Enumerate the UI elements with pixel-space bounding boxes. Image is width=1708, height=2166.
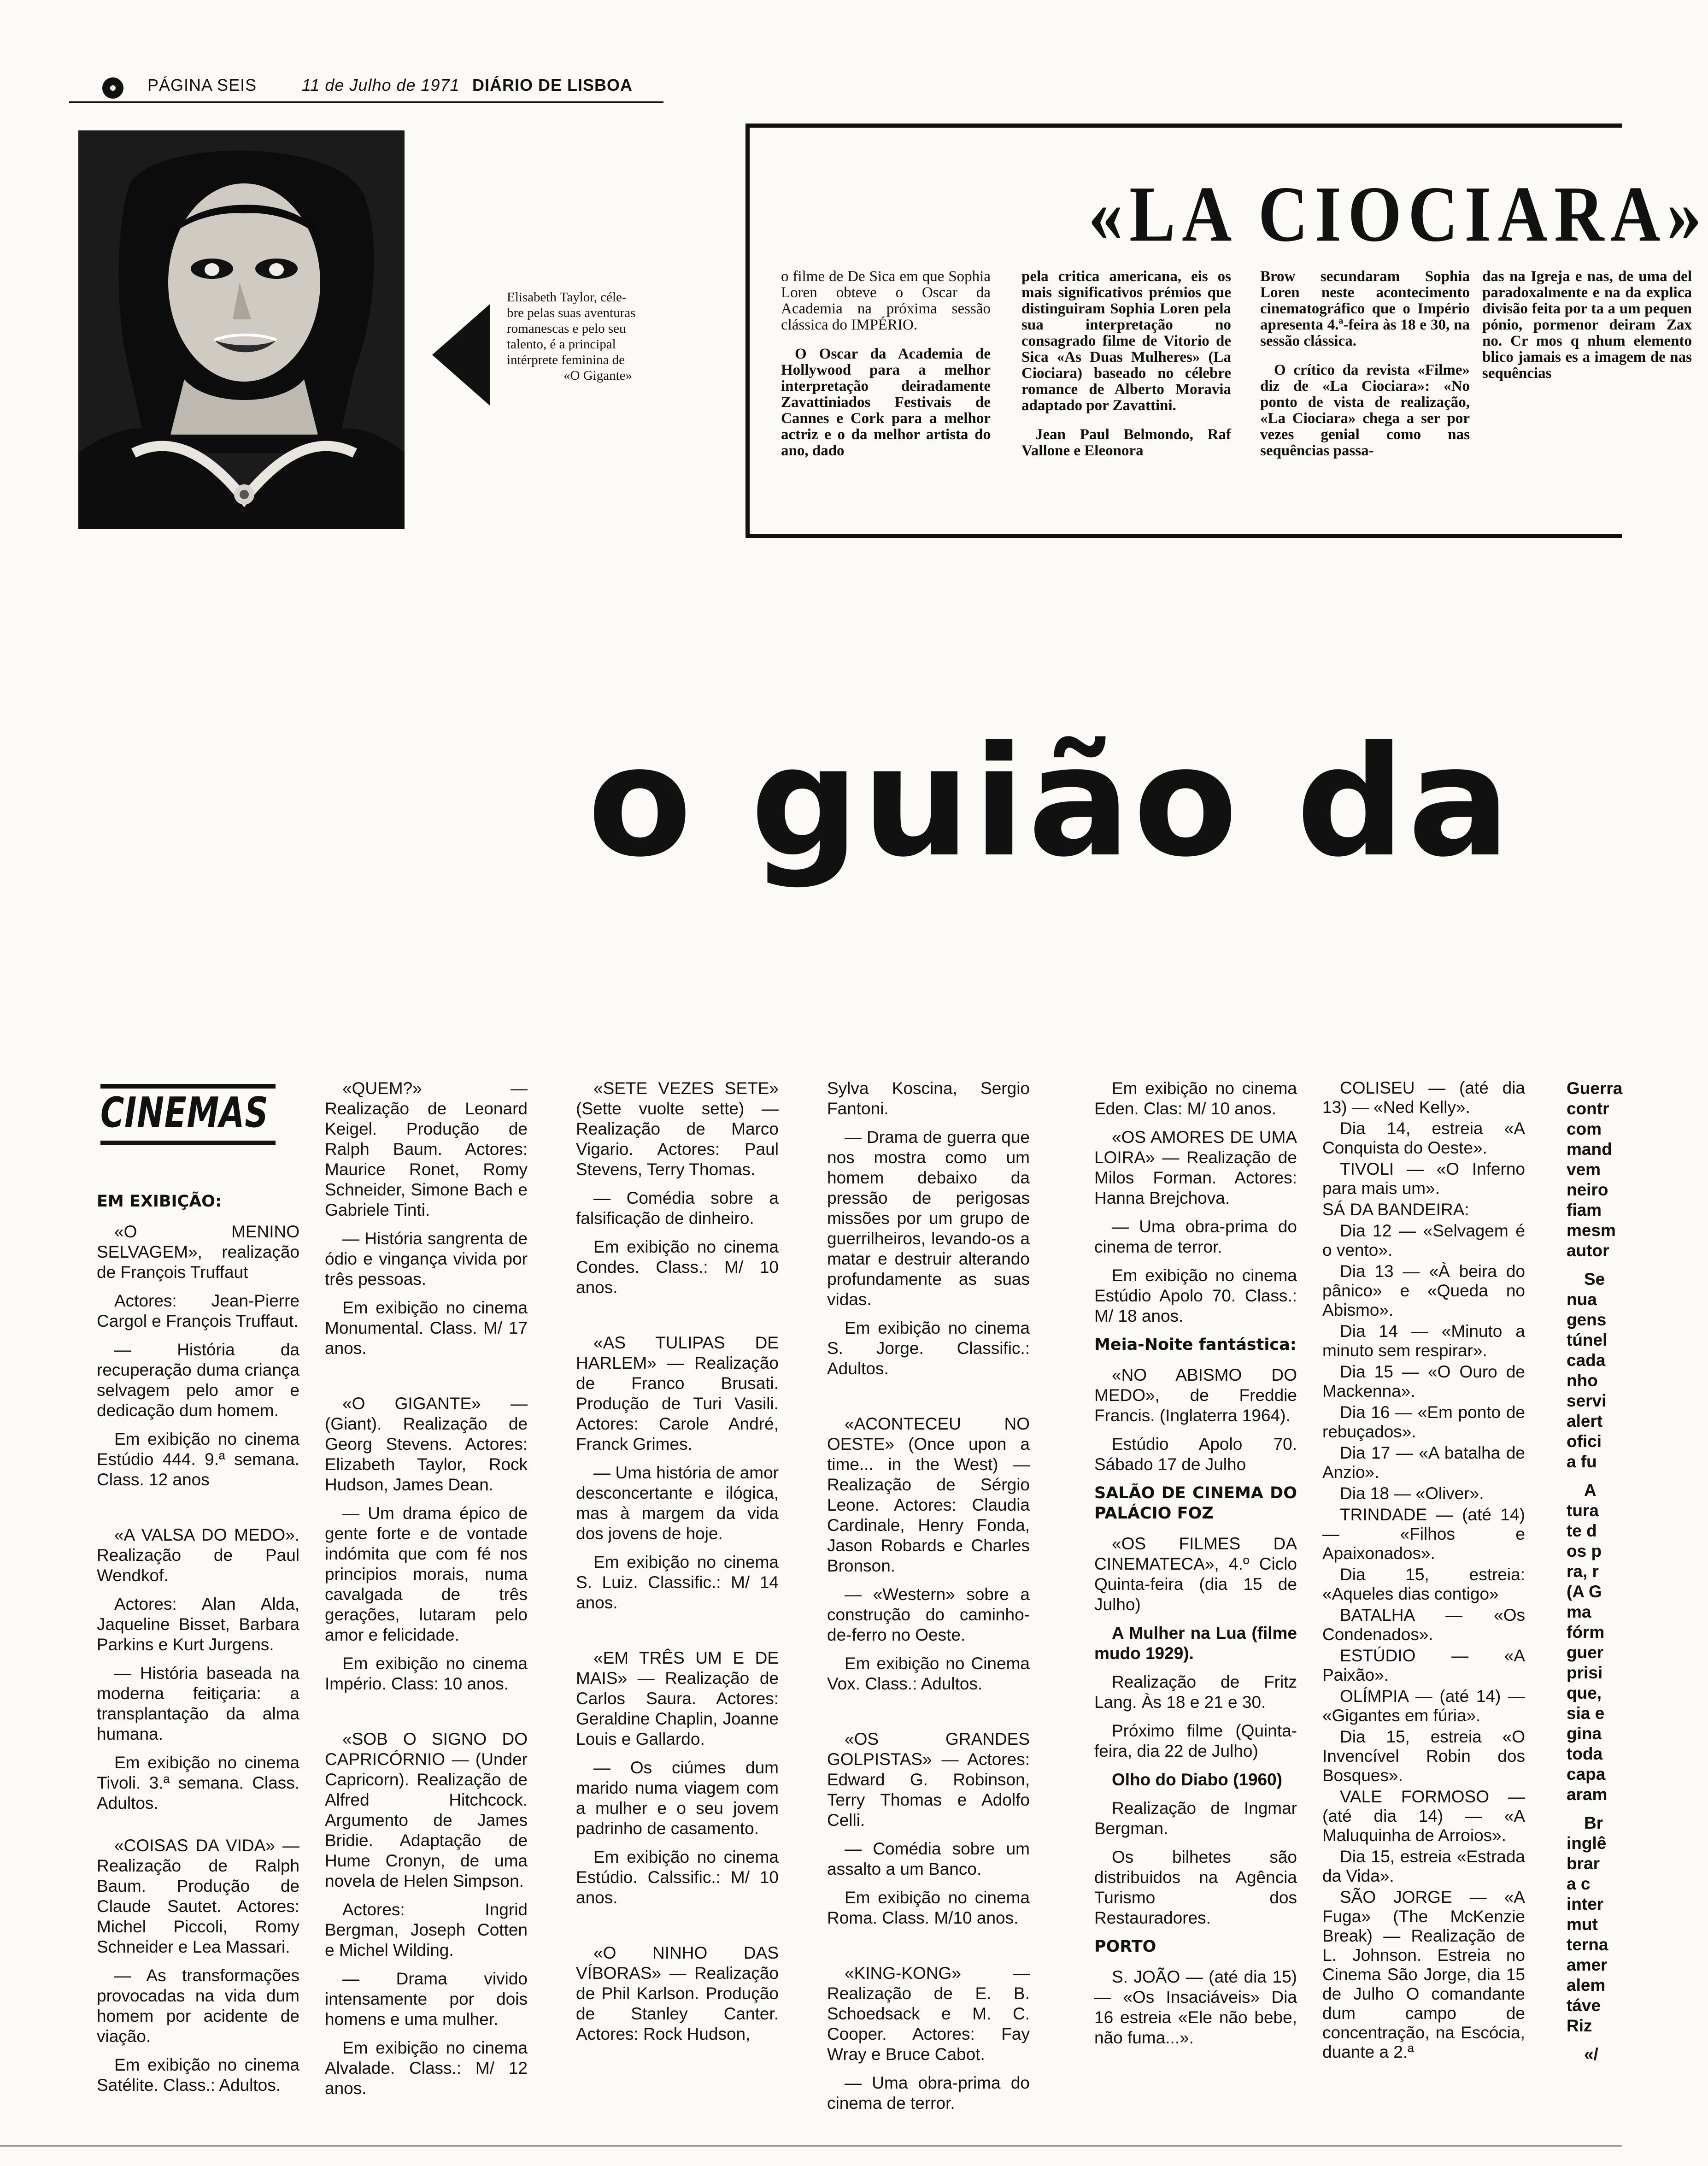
listing-paragraph: «A VALSA DO MEDO». Realização de Paul Wendkof. — [97, 1525, 299, 1585]
listing-paragraph: — Uma obra-prima do cinema de terror. — [1094, 1217, 1297, 1256]
listing-paragraph: Em exibição no cinema Condes. Class.: M/ 10 anos. — [576, 1237, 779, 1297]
listing-paragraph: A tura te d os p ra, r (A G ma fórm guer prisi que, sia e gina toda capa aram — [1567, 1481, 1608, 1804]
listing-paragraph: Dia 14, estreia «A Conquista do Oeste». — [1322, 1119, 1525, 1157]
listing-paragraph: — Os ciúmes dum marido numa viagem com a mulher e o seu jovem padrinho de casamento. — [576, 1758, 779, 1838]
listing-paragraph: Realização de Ingmar Bergman. — [1094, 1799, 1297, 1838]
porto-heading: PORTO — [1094, 1937, 1156, 1956]
listing-paragraph: — História sangrenta de ódio e vingança vivida por três pessoas. — [325, 1229, 528, 1289]
pointer-arrow-icon — [432, 304, 490, 406]
listing-paragraph: COLISEU — (até dia 13) — «Ned Kelly». — [1322, 1078, 1525, 1117]
listing-paragraph: — Uma história de amor desconcertante e ilógica, mas à margem da vida dos jovens de hoje. — [576, 1463, 779, 1543]
listing-paragraph: S. JOÃO — (até dia 15) — «Os Insaciáveis» Dia 16 estreia «Ele não bebe, não fuma...». — [1094, 1967, 1297, 2047]
listing-paragraph: SÃO JORGE — «A Fuga» (The McKenzie Break) — Realização de L. Johnson. Estreia no Cinema São Jorge, dia 15 de Julho O comandante dum campo de concentração, na Escócia, duante a 2.ª — [1322, 1888, 1525, 2061]
listing-paragraph: Actores: Ingrid Bergman, Joseph Cotten e Michel Wilding. — [325, 1900, 528, 1960]
listings-column-3 — [576, 1078, 779, 2053]
listing-paragraph: Se nua gens túnel cada nho servi alert ofici a fu — [1567, 1270, 1608, 1471]
ciociara-column-1 — [781, 269, 991, 472]
ciociara-title: «LA CIOCIARA» — [1088, 170, 1708, 259]
listings-column-7-clipped — [1567, 1078, 1622, 2083]
listing-paragraph: «COISAS DA VIDA» — Realização de Ralph Baum. Produção de Claude Sautet. Actores: Michel Piccoli, Romy Schneider e Lea Massari. — [97, 1836, 299, 1956]
listing-paragraph: «OS FILMES DA CINEMATECA», 4.º Ciclo Quinta-feira (dia 15 de Julho) — [1094, 1534, 1297, 1614]
masthead-rule — [69, 101, 663, 103]
listing-paragraph: Em exibição no cinema Alvalade. Class.: M/ 12 anos. — [325, 2038, 528, 2098]
listing-paragraph: «ACONTECEU NO OESTE» (Once upon a time... in the West) — Realização de Sérgio Leone. Actores: Claudia Cardinale, Henry Fonda, Jason Robards e Charles Bronson. — [827, 1414, 1030, 1575]
listing-paragraph: Dia 16 — «Em ponto de rebuçados». — [1322, 1403, 1525, 1441]
listing-paragraph: Em exibição no cinema Monumental. Class. M/ 17 anos. — [325, 1298, 528, 1358]
listing-paragraph: Dia 15, estreia «O Invencível Robin dos Bosques». — [1322, 1727, 1525, 1785]
listing-paragraph: A Mulher na Lua (filme mudo 1929). — [1094, 1624, 1297, 1663]
listing-paragraph: Em exibição no cinema Estúdio Apolo 70. Class.: M/ 18 anos. — [1094, 1266, 1297, 1325]
listings-column-1 — [97, 1191, 299, 2104]
article-paragraph: das na Igreja e nas, de uma del paradoxalmente e na da explica divisão feita por ta a um pequen pónio, pormenor deiram Zax no. Cr mos q nhum elemento blico jamais es a imagem de nas sequências — [1482, 268, 1692, 382]
listing-paragraph: SÁ DA BANDEIRA: — [1322, 1200, 1469, 1219]
caption-line: Elisabeth Taylor, céle- — [507, 290, 627, 305]
listing-paragraph: Em exibição no cinema Satélite. Class.: Adultos. — [97, 2055, 299, 2095]
listing-paragraph: Sylva Koscina, Sergio Fantoni. — [827, 1079, 1030, 1118]
caption-line: «O Gigante» — [563, 368, 632, 383]
listing-paragraph: Em exibição no cinema S. Luiz. Classific.: M/ 14 anos. — [576, 1553, 779, 1612]
listing-paragraph: OLÍMPIA — (até 14) — «Gigantes em fúria». — [1322, 1687, 1525, 1725]
listing-paragraph: TRINDADE — (até 14) — «Filhos e Apaixonados». — [1322, 1505, 1525, 1563]
listing-paragraph: Realização de Fritz Lang. Às 18 e 21 e 30. — [1094, 1672, 1297, 1712]
listing-paragraph: ESTÚDIO — «A Paixão». — [1322, 1646, 1525, 1684]
listing-paragraph: «/ — [1584, 2045, 1598, 2064]
page-bullet-icon — [102, 77, 123, 99]
listing-paragraph: Em exibição no cinema Estúdio. Calssific.: M/ 10 anos. — [576, 1848, 779, 1907]
newspaper-name: DIÁRIO DE LISBOA — [472, 76, 633, 94]
portrait-illustration — [78, 130, 405, 529]
listing-paragraph: «OS AMORES DE UMA LOIRA» — Realização de Milos Forman. Actores: Hanna Brejchova. — [1094, 1128, 1297, 1207]
listing-paragraph: Actores: Alan Alda, Jaqueline Bisset, Barbara Parkins e Kurt Jurgens. — [97, 1595, 299, 1654]
listing-paragraph: — Drama de guerra que nos mostra como um homem debaixo da pressão de perigosas missões por um grupo de guerrilheiros, levando-os a matar e destruir alterando profundamente as suas vidas. — [827, 1128, 1030, 1309]
listing-paragraph: Em exibição no cinema S. Jorge. Classific.: Adultos. — [827, 1318, 1030, 1378]
ciociara-column-4 — [1482, 269, 1692, 394]
listing-paragraph: Dia 14 — «Minuto a minuto sem respirar». — [1322, 1322, 1525, 1360]
listing-paragraph: — História da recuperação duma criança selvagem pelo amor e dedicação dum homem. — [97, 1340, 299, 1420]
listing-paragraph: Em exibição no cinema Império. Class: 10 anos. — [325, 1654, 528, 1693]
main-headline — [587, 713, 1622, 890]
listing-paragraph: «SOB O SIGNO DO CAPRICÓRNIO — (Under Capricorn). Realização de Alfred Hitchcock. Argumento de James Bridie. Adaptação de Hume Cronyn, de uma novela de Helen Simpson. — [325, 1730, 528, 1890]
listing-paragraph: TIVOLI — «O Inferno para mais um». — [1322, 1160, 1525, 1198]
listing-paragraph: — As transformações provocadas na vida dum homem por acidente de viação. — [97, 1966, 299, 2046]
photo-caption — [507, 289, 689, 383]
salao-foz-heading: SALÃO DE CINEMA DO PALÁCIO FOZ — [1094, 1484, 1297, 1523]
em-exibicao-heading: EM EXIBIÇÃO: — [97, 1192, 222, 1211]
listing-paragraph: «O MENINO SELVAGEM», realização de François Truffaut — [97, 1222, 299, 1282]
listing-paragraph: Em exibição no cinema Tivoli. 3.ª semana. Class. Adultos. — [97, 1753, 299, 1813]
listing-paragraph: — Comédia sobre um assalto a um Banco. — [827, 1839, 1030, 1878]
listing-paragraph: Dia 15, estreia: «Aqueles dias contigo» — [1322, 1565, 1525, 1603]
listing-paragraph: «KING-KONG» — Realização de E. B. Schoedsack e M. C. Cooper. Actores: Fay Wray e Bruce Cabot. — [827, 1964, 1030, 2064]
portrait-photo — [78, 130, 405, 529]
listing-paragraph: Em exibição no cinema Estúdio 444. 9.ª semana. Class. 12 anos — [97, 1430, 299, 1489]
listings-column-7 — [1567, 1078, 1623, 2065]
article-paragraph: Jean Paul Belmondo, Raf Vallone e Eleonora — [1021, 426, 1231, 459]
listing-paragraph: Dia 12 — «Selvagem é o vento». — [1322, 1221, 1525, 1260]
caption-line: talento, é a principal — [507, 337, 616, 352]
listing-paragraph: Dia 15, estreia «Estrada da Vida». — [1322, 1847, 1525, 1885]
meia-noite-heading: Meia-Noite fantástica: — [1094, 1336, 1297, 1354]
listing-paragraph: Próximo filme (Quinta-feira, dia 22 de Julho) — [1094, 1721, 1297, 1760]
listing-paragraph: — Comédia sobre a falsificação de dinheiro. — [576, 1189, 779, 1228]
listings-column-2 — [325, 1078, 528, 2107]
caption-line: bre pelas suas aventuras — [507, 306, 636, 320]
cinemas-section-title: CINEMAS — [100, 1089, 269, 1137]
article-paragraph: Brow secundaram Sophia Loren neste acontecimento cinematográfico que o Império apresenta 4.ª-feira às 18 e 30, na sessão clássica. — [1260, 268, 1470, 349]
page-bottom-rule — [0, 2145, 1622, 2147]
listing-paragraph: «EM TRÊS UM E DE MAIS» — Realização de Carlos Saura. Actores: Geraldine Chaplin, Joanne Louis e Gallardo. — [576, 1648, 779, 1748]
listing-paragraph: «O NINHO DAS VÍBORAS» — Realização de Phil Karlson. Produção de Stanley Canter. Actores: Rock Hudson, — [576, 1943, 779, 2043]
ciociara-article-box — [745, 124, 1708, 538]
listing-paragraph: Os bilhetes são distribuidos na Agência Turismo dos Restauradores. — [1094, 1848, 1297, 1927]
listing-paragraph: Dia 18 — «Oliver». — [1340, 1484, 1484, 1503]
main-headline-text: o guião da — [587, 713, 1514, 890]
article-paragraph: pela critica americana, eis os mais significativos prémios que distinguiram Sophia Loren pela sua interpretação no consagrado filme de Vitorio de Sica «As Duas Mulheres» (La Ciociara) baseado no célebre romance de Alberto Moravia adaptado por Zavattini. — [1021, 268, 1231, 414]
listing-paragraph: — «Western» sobre a construção do caminho-de-ferro no Oeste. — [827, 1585, 1030, 1644]
listings-column-6 — [1322, 1078, 1525, 2064]
listing-paragraph: Em exibição no cinema Roma. Class. M/10 anos. — [827, 1888, 1030, 1927]
listing-paragraph: Dia 15 — «O Ouro de Mackenna». — [1322, 1362, 1525, 1401]
caption-line: intérprete feminina de — [507, 353, 625, 367]
listing-paragraph: — Drama vivido intensamente por dois homens e uma mulher. — [325, 1969, 528, 2029]
listing-paragraph: Dia 17 — «A batalha de Anzio». — [1322, 1443, 1525, 1482]
article-paragraph: O Oscar da Academia de Hollywood para a melhor interpretação deiradamente Zavattiniados Festivais de Cannes e Cork para a melhor actriz e o da melhor artista do ano, dado — [781, 346, 991, 459]
listing-paragraph: Estúdio Apolo 70. Sábado 17 de Julho — [1094, 1435, 1297, 1474]
article-paragraph: o filme de De Sica em que Sophia Loren obteve o Oscar da Academia na próxima sessão clássica do IMPÉRIO. — [781, 268, 991, 333]
issue-date: 11 de Julho de 1971 — [302, 76, 460, 94]
listing-paragraph: «O GIGANTE» — (Giant). Realização de Georg Stevens. Actores: Elizabeth Taylor, Rock Hudson, James Dean. — [325, 1394, 528, 1494]
page-number: PÁGINA SEIS — [147, 76, 257, 94]
listing-paragraph: Br inglê brar a c inter mut terna amer alem táve Riz — [1567, 1813, 1608, 2035]
listing-paragraph: «AS TULIPAS DE HARLEM» — Realização de Franco Brusati. Produção de Turi Vasili. Actores: Carole André, Franck Grimes. — [576, 1333, 779, 1454]
masthead — [69, 69, 668, 101]
listing-paragraph: Dia 13 — «À beira do pânico» e «Queda no Abismo». — [1322, 1262, 1525, 1319]
listing-paragraph: «QUEM?» — Realização de Leonard Keigel. Produção de Ralph Baum. Actores: Maurice Ronet, Romy Schneider, Simone Bach e Gabriele Tinti. — [325, 1079, 528, 1219]
listing-paragraph: Em exibição no Cinema Vox. Class.: Adultos. — [827, 1654, 1030, 1693]
listing-paragraph: Actores: Jean-Pierre Cargol e François Truffaut. — [97, 1291, 299, 1330]
listing-paragraph: Guerra contr com mand vem neiro fiam mesm autor — [1567, 1079, 1623, 1260]
ciociara-column-3 — [1260, 269, 1470, 472]
caption-line: romanescas e pelo seu — [507, 321, 626, 336]
listings-column-5 — [1094, 1078, 1297, 2056]
ciociara-column-2 — [1021, 269, 1231, 472]
listing-paragraph: «SETE VEZES SETE» (Sette vuolte sette) — Realização de Marco Vigario. Actores: Paul Stevens, Terry Thomas. — [576, 1079, 779, 1179]
listing-paragraph: Olho do Diabo (1960) — [1112, 1770, 1283, 1789]
article-paragraph: O crítico da revista «Filme» diz de «La Ciociara»: «No ponto de vista de realização, «La Ciociara» chega a ser por vezes genial como nas sequências passa- — [1260, 362, 1470, 459]
listings-column-4 — [827, 1078, 1030, 2122]
listing-paragraph: — História baseada na moderna feitiçaria: a transplantação da alma humana. — [97, 1664, 299, 1743]
listing-paragraph: Em exibição no cinema Eden. Clas: M/ 10 anos. — [1094, 1079, 1297, 1118]
listing-paragraph: VALE FORMOSO — (até dia 14) — «A Maluquinha de Arroios». — [1322, 1787, 1525, 1845]
listing-paragraph: BATALHA — «Os Condenados». — [1322, 1606, 1525, 1644]
listing-paragraph: «NO ABISMO DO MEDO», de Freddie Francis. (Inglaterra 1964). — [1094, 1366, 1297, 1425]
listing-paragraph: — Um drama épico de gente forte e de vontade indómita que com fé nos principios morais, numa cavalgada de três gerações, lutaram pelo amor e felicidade. — [325, 1504, 528, 1644]
listing-paragraph: — Uma obra-prima do cinema de terror. — [827, 2073, 1030, 2113]
section-rule — [100, 1141, 276, 1145]
listing-paragraph: «OS GRANDES GOLPISTAS» — Actores: Edward G. Robinson, Terry Thomas e Adolfo Celli. — [827, 1730, 1030, 1830]
